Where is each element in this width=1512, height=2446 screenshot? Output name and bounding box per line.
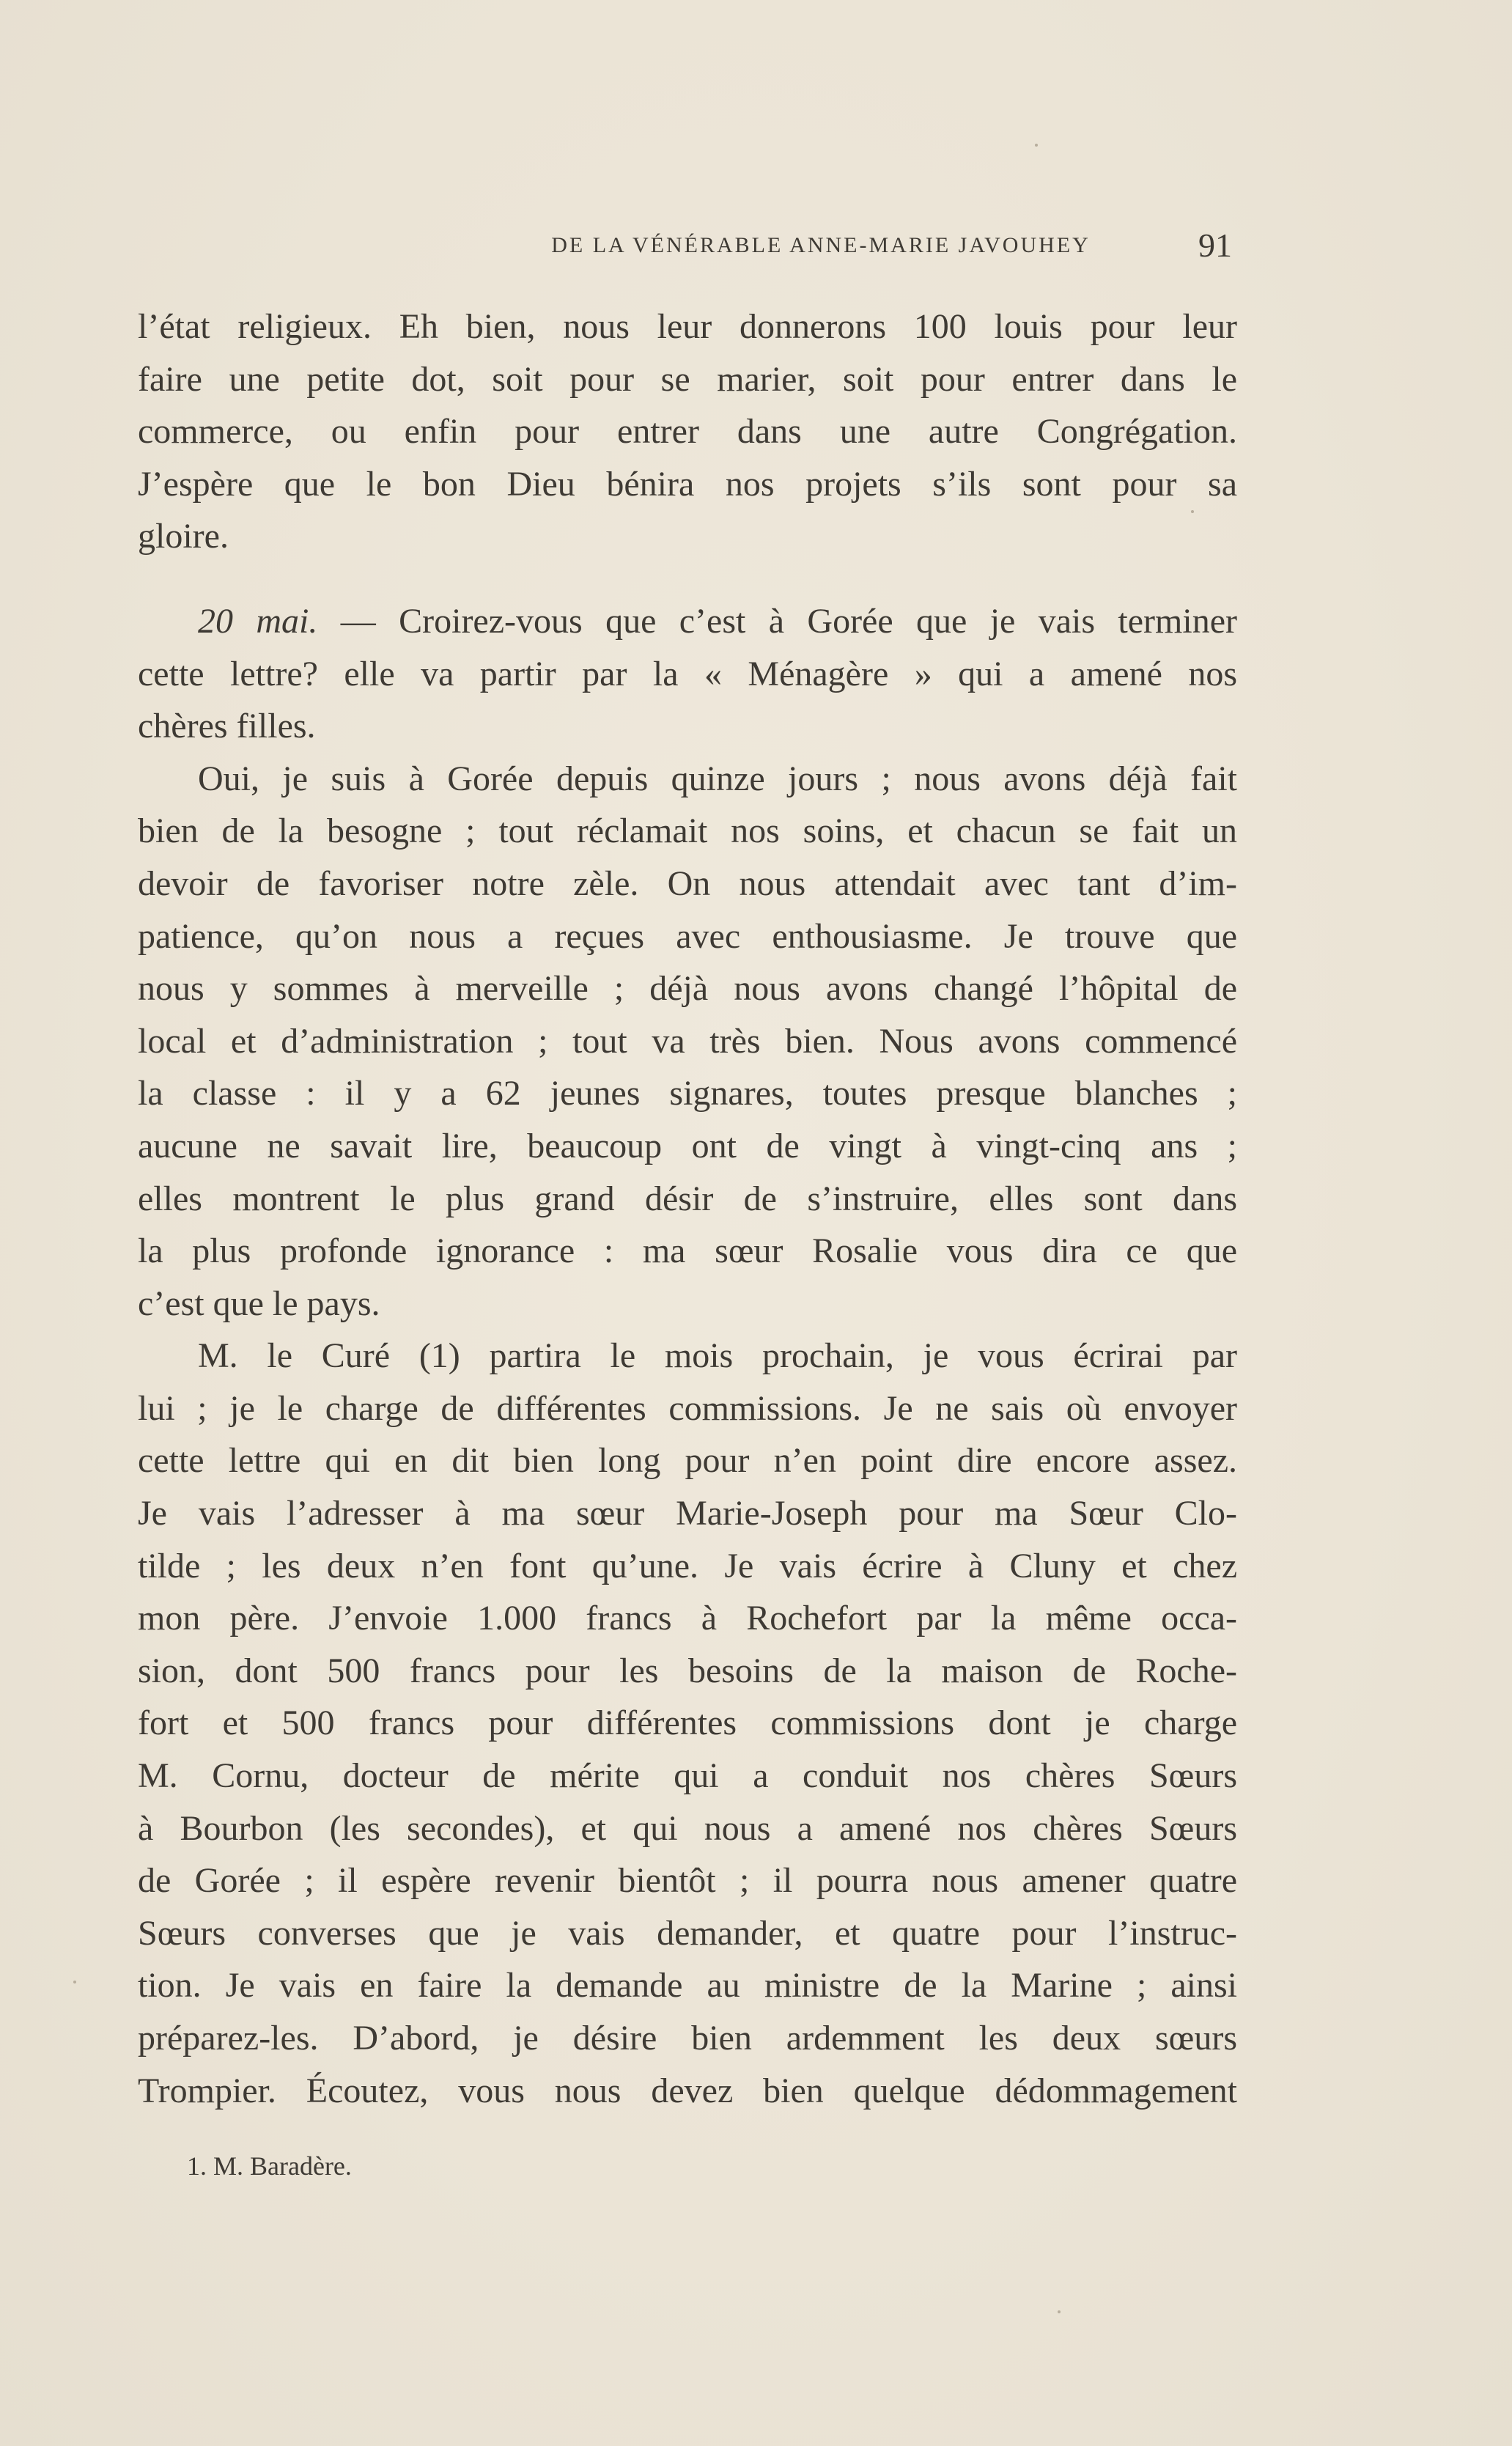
text-line: sion, dont 500 francs pour les besoins de la maison de Roche- [138,1651,1237,1690]
running-title: DE LA VÉNÉRABLE ANNE-MARIE JAVOUHEY [551,233,1091,257]
text-line: la classe : il y a 62 jeunes signares, toutes presque blanches ; [138,1074,1237,1113]
body-text [138,301,1237,2117]
text-line: elles montrent le plus grand désir de s’instruire, elles sont dans [138,1179,1237,1218]
text-line: devoir de favoriser notre zèle. On nous attendait avec tant d’im- [138,863,1237,903]
text-line: gloire. [138,517,229,556]
text-line: lui ; je le charge de différentes commissions. Je ne sais où envoyer [138,1388,1237,1428]
paper-speck [1191,510,1194,513]
paper-speck [73,1981,76,1983]
text-line: la plus profonde ignorance : ma sœur Rosalie vous dira ce que [138,1231,1237,1271]
paper-speck [1058,2310,1061,2313]
paragraph-4 [138,1330,1237,2117]
text-line: M. Cornu, docteur de mérite qui a conduit nos chères Sœurs [138,1756,1237,1796]
paper-speck [1035,144,1038,147]
text-line: de Gorée ; il espère revenir bientôt ; il pourra nous amener quatre [138,1861,1237,1901]
text-line: tilde ; les deux n’en font qu’une. Je vais écrire à Cluny et chez [138,1546,1237,1585]
footnote: 1. M. Baradère. [187,2151,352,2181]
page-number: 91 [1198,226,1232,264]
paragraph-3 [138,753,1237,1330]
text-line: c’est que le pays. [138,1283,380,1323]
text-line: chères filles. [138,707,316,746]
text-line: Je vais l’adresser à ma sœur Marie-Joseph pour ma Sœur Clo- [138,1494,1237,1533]
text-line: commerce, ou enfin pour entrer dans une autre Congrégation. [138,412,1237,452]
text-line: Sœurs converses que je vais demander, et quatre pour l’instruc- [138,1913,1237,1953]
date-italic: 20 mai. [198,601,318,641]
text-line: fort et 500 francs pour différentes commissions dont je charge [138,1703,1237,1743]
text-line: M. le Curé (1) partira le mois prochain, je vous écrirai par [198,1336,1237,1376]
text-line: patience, qu’on nous a reçues avec enthousiasme. Je trouve que [138,916,1237,956]
paragraph-1 [138,301,1237,563]
text-line: préparez-les. D’abord, je désire bien ardemment les deux sœurs [138,2019,1237,2058]
text-line: bien de la besogne ; tout réclamait nos soins, et chacun se fait un [138,811,1237,851]
text-line: 20 mai. — Croirez-vous que c’est à Gorée que je vais terminer [198,601,1237,641]
text-line: Trompier. Écoutez, vous nous devez bien quelque dédommagement [138,2071,1237,2110]
text-line: faire une petite dot, soit pour se marier, soit pour entrer dans le [138,359,1237,399]
paragraph-2 [138,595,1237,753]
text-line: J’espère que le bon Dieu bénira nos projets s’ils sont pour sa [138,464,1237,504]
text-line: cette lettre? elle va partir par la « Ménagère » qui a amené nos [138,654,1237,693]
text-line: local et d’administration ; tout va très bien. Nous avons commencé [138,1021,1237,1061]
text-line: à Bourbon (les secondes), et qui nous a amené nos chères Sœurs [138,1808,1237,1848]
text-line: cette lettre qui en dit bien long pour n’en point dire encore assez. [138,1441,1237,1481]
text-line: l’état religieux. Eh bien, nous leur donnerons 100 louis pour leur [138,307,1237,346]
text-line: aucune ne savait lire, beaucoup ont de vingt à vingt-cinq ans ; [138,1126,1237,1165]
text-line: mon père. J’envoie 1.000 francs à Rochefort par la même occa- [138,1599,1237,1638]
text-line: tion. Je vais en faire la demande au ministre de la Marine ; ainsi [138,1966,1237,2005]
text-line: Oui, je suis à Gorée depuis quinze jours ; nous avons déjà fait [198,759,1237,798]
text-line: nous y sommes à merveille ; déjà nous avons changé l’hôpital de [138,969,1237,1009]
